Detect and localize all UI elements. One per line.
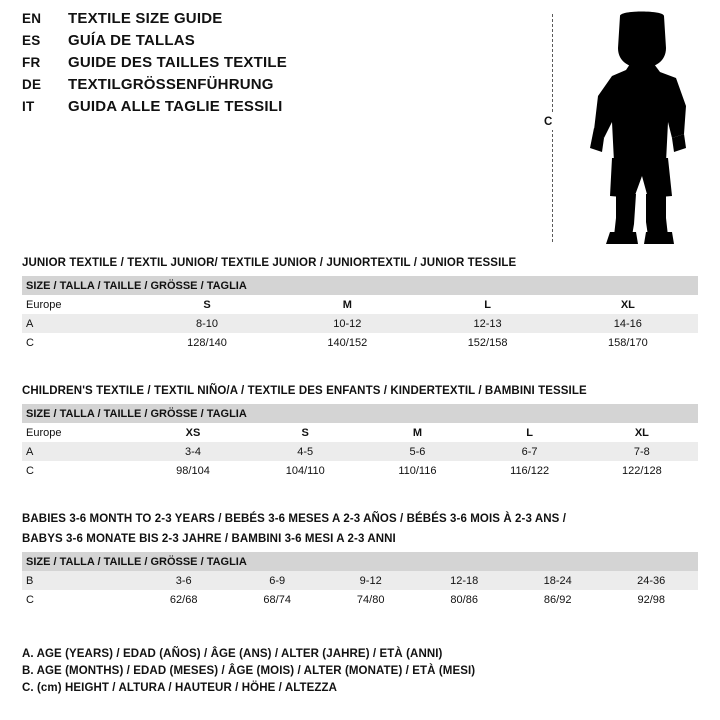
table-cell: 62/68 <box>137 590 231 609</box>
table-row <box>22 571 698 590</box>
language-code: ES <box>22 33 41 48</box>
row-label: Europe <box>22 295 137 314</box>
table-cell: 5-6 <box>361 442 473 461</box>
table-cell: XL <box>586 423 698 442</box>
table-cell: 116/122 <box>474 461 586 480</box>
row-label: A <box>22 314 137 333</box>
table-row <box>22 295 698 314</box>
table-cell: 9-12 <box>324 571 418 590</box>
section-title-children: CHILDREN'S TEXTILE / TEXTIL NIÑO/A / TEXTILE DES ENFANTS / KINDERTEXTIL / BAMBINI TESSILE <box>22 385 587 397</box>
table-cell: 152/158 <box>417 333 557 352</box>
table-header-row <box>22 404 698 423</box>
table-row <box>22 423 698 442</box>
legend-item-b: B. AGE (MONTHS) / EDAD (MESES) / ÂGE (MOIS) / ALTER (MONATE) / ETÀ (MESI) <box>22 665 476 677</box>
children-textile-section <box>22 384 698 480</box>
table-cell: 6-7 <box>474 442 586 461</box>
table-cell: 6-9 <box>230 571 324 590</box>
table-cell: L <box>417 295 557 314</box>
table-row <box>22 442 698 461</box>
table-cell: 14-16 <box>558 314 698 333</box>
table-cell: 18-24 <box>511 571 605 590</box>
row-label: C <box>22 461 137 480</box>
babies-textile-section <box>22 512 698 609</box>
table-row <box>22 314 698 333</box>
language-title-list <box>22 10 442 120</box>
language-row <box>22 98 442 120</box>
table-cell: S <box>137 295 277 314</box>
size-header-label: SIZE / TALLA / TAILLE / GRÖSSE / TAGLIA <box>22 552 698 571</box>
size-header-label: SIZE / TALLA / TAILLE / GRÖSSE / TAGLIA <box>22 404 698 423</box>
section-title-babies-line1: BABIES 3-6 MONTH TO 2-3 YEARS / BEBÉS 3-6 MESES A 2-3 AÑOS / BÉBÉS 3-6 MOIS À 2-3 ANS / <box>22 513 566 525</box>
figure-area <box>530 6 710 246</box>
table-cell: 8-10 <box>137 314 277 333</box>
section-title-junior: JUNIOR TEXTILE / TEXTIL JUNIOR/ TEXTILE JUNIOR / JUNIORTEXTIL / JUNIOR TESSILE <box>22 257 517 269</box>
table-row <box>22 333 698 352</box>
table-cell: 24-36 <box>604 571 698 590</box>
legend-item-c: C. (cm) HEIGHT / ALTURA / HAUTEUR / HÖHE / ALTEZZA <box>22 682 338 694</box>
language-title: TEXTILE SIZE GUIDE <box>68 10 223 27</box>
table-cell: 3-4 <box>137 442 249 461</box>
junior-size-table <box>22 276 698 352</box>
table-cell: 12-18 <box>417 571 511 590</box>
size-header-label: SIZE / TALLA / TAILLE / GRÖSSE / TAGLIA <box>22 276 698 295</box>
language-title: GUIDE DES TAILLES TEXTILE <box>68 54 287 71</box>
table-cell: 12-13 <box>417 314 557 333</box>
language-code: DE <box>22 77 42 92</box>
language-code: EN <box>22 11 42 26</box>
table-row <box>22 461 698 480</box>
table-cell: 98/104 <box>137 461 249 480</box>
table-cell: 110/116 <box>361 461 473 480</box>
table-cell: XS <box>137 423 249 442</box>
language-title: TEXTILGRÖSSENFÜHRUNG <box>68 76 274 93</box>
table-cell: 92/98 <box>604 590 698 609</box>
height-measure-label: C <box>544 116 553 128</box>
row-label: C <box>22 590 137 609</box>
language-code: FR <box>22 55 41 70</box>
table-cell: XL <box>558 295 698 314</box>
junior-textile-section <box>22 256 698 352</box>
table-cell: 86/92 <box>511 590 605 609</box>
table-cell: 74/80 <box>324 590 418 609</box>
table-cell: 4-5 <box>249 442 361 461</box>
table-header-row <box>22 552 698 571</box>
language-title: GUÍA DE TALLAS <box>68 32 195 49</box>
language-title: GUIDA ALLE TAGLIE TESSILI <box>68 98 283 115</box>
legend-list <box>22 646 698 697</box>
table-cell: 80/86 <box>417 590 511 609</box>
table-cell: S <box>249 423 361 442</box>
table-cell: 122/128 <box>586 461 698 480</box>
table-cell: 10-12 <box>277 314 417 333</box>
legend-item-a: A. AGE (YEARS) / EDAD (AÑOS) / ÂGE (ANS) / ALTER (JAHRE) / ETÀ (ANNI) <box>22 648 443 660</box>
language-row <box>22 10 442 32</box>
table-cell: 128/140 <box>137 333 277 352</box>
child-silhouette-icon <box>568 10 708 246</box>
table-cell: 68/74 <box>230 590 324 609</box>
babies-size-table <box>22 552 698 609</box>
table-cell: M <box>361 423 473 442</box>
language-row <box>22 32 442 54</box>
row-label: B <box>22 571 137 590</box>
children-size-table <box>22 404 698 480</box>
row-label: Europe <box>22 423 137 442</box>
table-cell: 104/110 <box>249 461 361 480</box>
table-cell: 158/170 <box>558 333 698 352</box>
table-row <box>22 590 698 609</box>
row-label: C <box>22 333 137 352</box>
section-title-babies-line2: BABYS 3-6 MONATE BIS 2-3 JAHRE / BAMBINI 3-6 MESI A 2-3 ANNI <box>22 533 396 545</box>
row-label: A <box>22 442 137 461</box>
language-row <box>22 54 442 76</box>
language-code: IT <box>22 99 35 114</box>
table-header-row <box>22 276 698 295</box>
table-cell: 140/152 <box>277 333 417 352</box>
table-cell: 7-8 <box>586 442 698 461</box>
table-cell: L <box>474 423 586 442</box>
table-cell: 3-6 <box>137 571 231 590</box>
language-row <box>22 76 442 98</box>
table-cell: M <box>277 295 417 314</box>
